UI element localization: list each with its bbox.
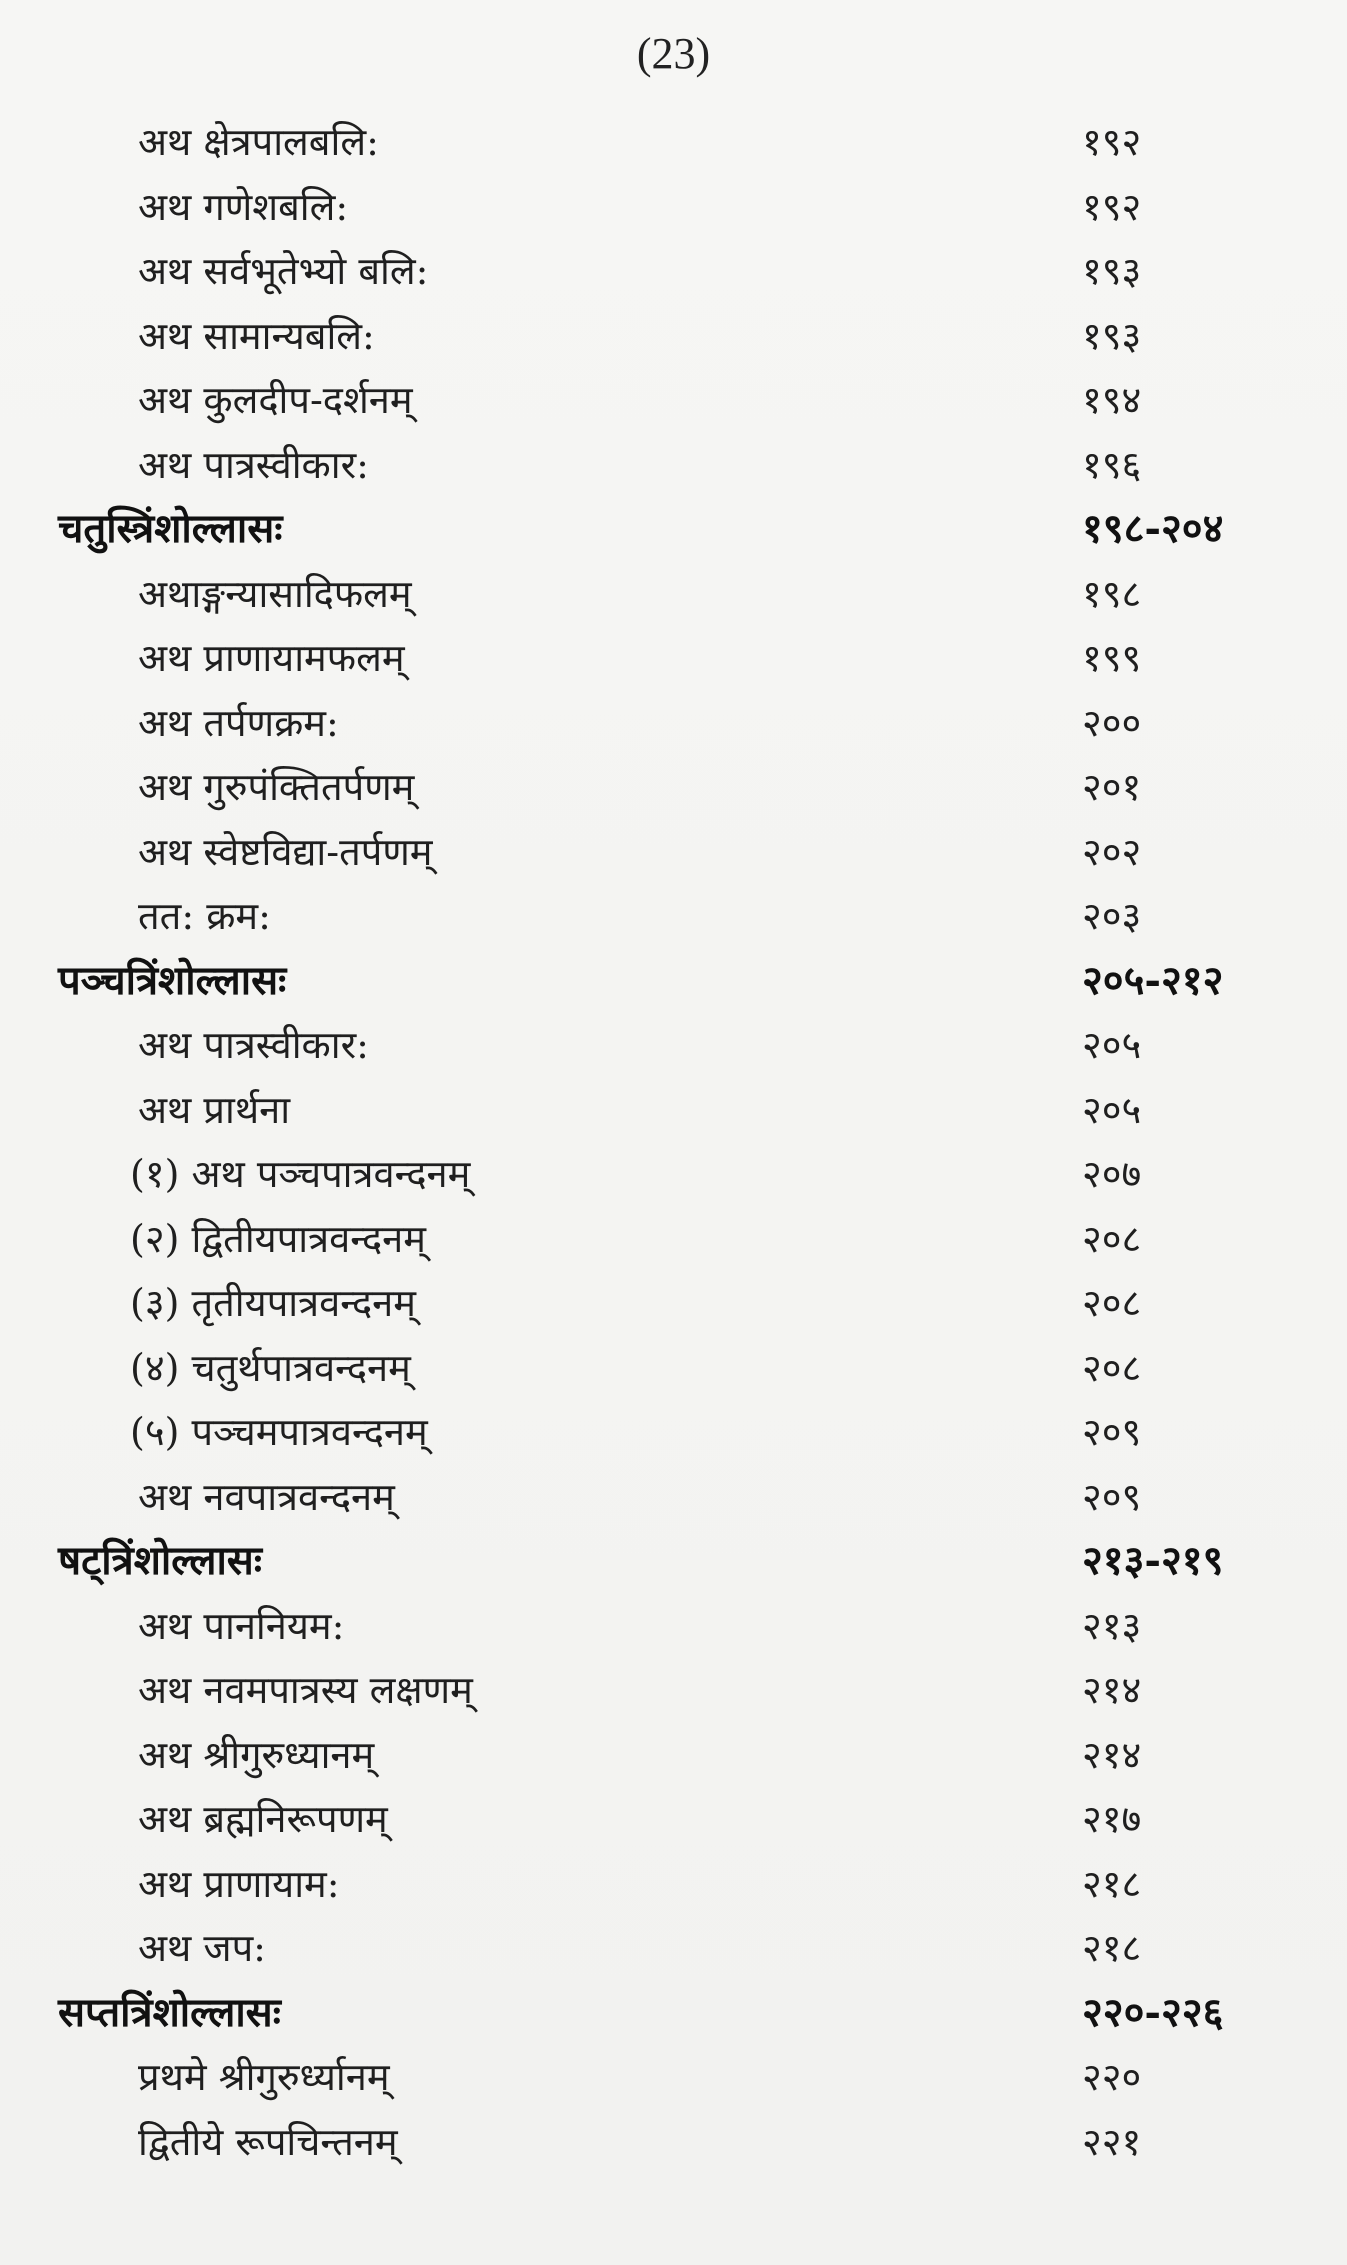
toc-entry-row [0, 1207, 1347, 1272]
toc-entry-row [0, 562, 1347, 627]
toc-entry-title: अथ स्वेष्टविद्या-तर्पणम् [138, 829, 433, 874]
chapter-heading: पञ्चत्रिंशोल्लासः [58, 956, 287, 1004]
toc-entry-title: अथ गणेशबलि: [138, 184, 349, 229]
toc-entry-page: २०५ [1082, 1087, 1142, 1132]
toc-entry-page: २१४ [1082, 1732, 1142, 1777]
toc-entry-page: २०९ [1082, 1474, 1142, 1519]
toc-entry-title: अथ प्रार्थना [138, 1087, 291, 1132]
toc-entry-row [0, 304, 1347, 369]
toc-entry-title: अथ पात्रस्वीकार: [138, 1023, 369, 1067]
chapter-heading: चतुस्त्रिंशोल्लासः [58, 505, 283, 552]
chapter-heading-row [0, 949, 1347, 1014]
toc-entry-page: १९२ [1082, 120, 1142, 164]
toc-entry-title: अथाङ्गन्यासादिफलम् [138, 571, 412, 616]
toc-entry-page: २२० [1082, 2055, 1142, 2099]
toc-entry-row [0, 1271, 1347, 1336]
toc-entry-row [0, 110, 1347, 175]
toc-entry-title: (३) तृतीयपात्रवन्दनम् [130, 1281, 416, 1325]
chapter-page-range: २२०-२२६ [1082, 1988, 1224, 2036]
toc-entry-title: अथ कुलदीप-दर्शनम् [138, 378, 413, 422]
toc-entry-title: (१) अथ पञ्चपात्रवन्दनम् [130, 1152, 471, 1196]
toc-entry-title: अथ सर्वभूतेभ्यो बलि: [138, 249, 429, 293]
chapter-heading-row [0, 1981, 1347, 2046]
toc-entry-page: १९२ [1082, 184, 1142, 229]
toc-entry-row [0, 2110, 1347, 2175]
toc-entry-page: १९३ [1082, 249, 1142, 293]
toc-entry-row [0, 626, 1347, 691]
toc-entry-row [0, 1852, 1347, 1917]
toc-entry-title: (५) पञ्चमपात्रवन्दनम् [130, 1410, 428, 1454]
toc-entry-row [0, 1916, 1347, 1981]
toc-entry-page: २०८ [1082, 1216, 1142, 1261]
toc-entry-page: २१३ [1082, 1603, 1142, 1648]
toc-entry-page: २०३ [1082, 894, 1142, 938]
toc-entry-title: अथ तर्पणक्रम: [138, 700, 339, 745]
toc-entry-row [0, 1723, 1347, 1788]
toc-entry-title: अथ जप: [138, 1926, 266, 1970]
toc-entry-page: २१७ [1082, 1797, 1142, 1841]
toc-entry-page: १९४ [1082, 378, 1142, 422]
toc-entry-page: २०९ [1082, 1410, 1142, 1454]
chapter-heading: सप्तत्रिंशोल्लासः [58, 1988, 281, 2036]
toc-entry-title: अथ गुरुपंक्तितर्पणम् [138, 765, 415, 809]
toc-entry-row [0, 691, 1347, 756]
toc-entry-title: (२) द्वितीयपात्रवन्दनम् [130, 1216, 426, 1261]
toc-entry-row [0, 433, 1347, 498]
toc-entry-row [0, 175, 1347, 240]
toc-entry-title: (४) चतुर्थपात्रवन्दनम् [130, 1345, 411, 1390]
chapter-heading-row [0, 497, 1347, 562]
toc-entry-page: १९३ [1082, 313, 1142, 358]
toc-entry-page: २२१ [1082, 2119, 1142, 2164]
toc-entry-row [0, 884, 1347, 949]
toc-entry-page: २०१ [1082, 765, 1142, 809]
chapter-page-range: २०५-२१२ [1082, 956, 1224, 1004]
toc-entry-row [0, 1465, 1347, 1530]
toc-entry-title: तत: क्रम: [138, 894, 271, 938]
toc-entry-title: अथ ब्रह्मनिरूपणम् [138, 1797, 388, 1841]
toc-entry-title: अथ प्राणायाम: [138, 1861, 340, 1906]
toc-entry-title: अथ क्षेत्रपालबलि: [138, 120, 379, 164]
toc-entry-row [0, 239, 1347, 304]
chapter-heading: षट्त्रिंशोल्लासः [58, 1537, 262, 1584]
toc-entry-row [0, 1658, 1347, 1723]
toc-entry-page: १९६ [1082, 442, 1142, 487]
toc-entry-title: अथ श्रीगुरुध्यानम् [138, 1732, 375, 1777]
table-of-contents [0, 110, 1347, 2174]
toc-entry-page: २०८ [1082, 1345, 1142, 1390]
page-number: (23) [636, 29, 711, 78]
toc-entry-row [0, 1078, 1347, 1143]
toc-entry-title: अथ नवमपात्रस्य लक्षणम् [138, 1668, 473, 1712]
toc-entry-page: १९९ [1082, 636, 1142, 680]
chapter-page-range: १९८-२०४ [1082, 505, 1224, 552]
toc-entry-page: २०८ [1082, 1281, 1142, 1325]
toc-entry-title: द्वितीये रूपचिन्तनम् [138, 2119, 398, 2164]
toc-entry-row [0, 1787, 1347, 1852]
toc-entry-row [0, 1400, 1347, 1465]
toc-entry-row [0, 1142, 1347, 1207]
toc-entry-title: अथ सामान्यबलि: [138, 313, 375, 358]
toc-entry-title: अथ नवपात्रवन्दनम् [138, 1474, 395, 1519]
toc-entry-row [0, 2045, 1347, 2110]
toc-entry-page: २१८ [1082, 1861, 1142, 1906]
toc-entry-title: अथ प्राणायामफलम् [138, 636, 405, 680]
toc-entry-row [0, 368, 1347, 433]
toc-entry-page: २१४ [1082, 1668, 1142, 1712]
toc-entry-row [0, 755, 1347, 820]
toc-entry-title: अथ पात्रस्वीकार: [138, 442, 369, 487]
toc-entry-row [0, 1336, 1347, 1401]
chapter-heading-row [0, 1529, 1347, 1594]
toc-entry-row [0, 820, 1347, 885]
chapter-page-range: २१३-२१९ [1082, 1537, 1224, 1584]
toc-entry-page: २०० [1082, 700, 1142, 745]
toc-entry-page: २०५ [1082, 1023, 1142, 1067]
toc-entry-page: २१८ [1082, 1926, 1142, 1970]
toc-entry-row [0, 1594, 1347, 1659]
toc-entry-page: २०२ [1082, 829, 1142, 874]
toc-entry-title: अथ पाननियम: [138, 1603, 345, 1648]
toc-entry-title: प्रथमे श्रीगुरुर्ध्यानम् [138, 2055, 390, 2099]
toc-entry-row [0, 1013, 1347, 1078]
toc-entry-page: १९८ [1082, 571, 1142, 616]
toc-entry-page: २०७ [1082, 1152, 1142, 1196]
